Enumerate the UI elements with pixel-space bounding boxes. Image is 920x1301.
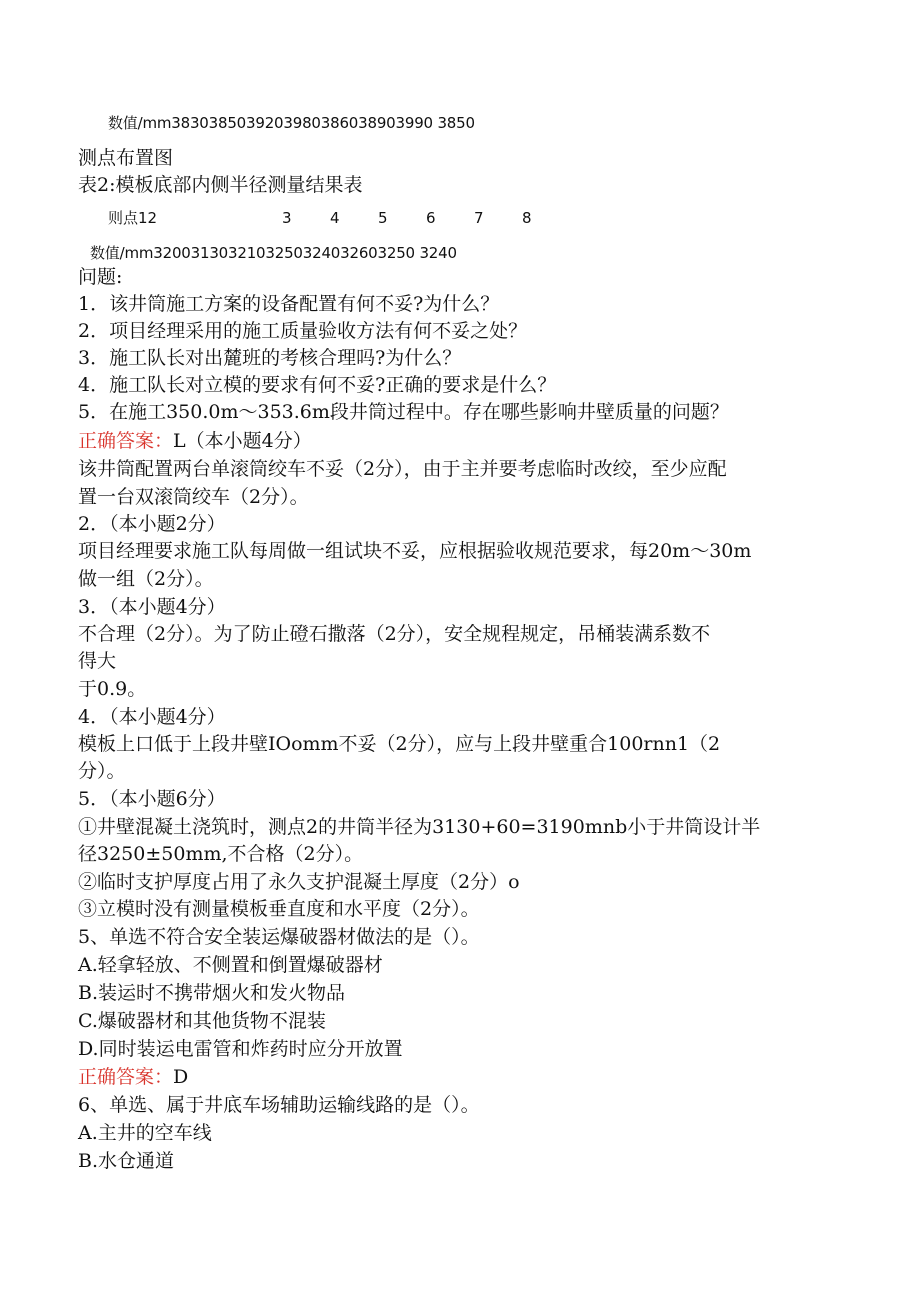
answer-line: 置一台双滚筒绞车（2分）。 [78,486,309,508]
option-b: B.水仓通道 [78,1150,175,1172]
answer-line: 做一组（2分）。 [78,568,214,590]
answer-line: ②临时支护厚度占用了永久支护混凝土厚度（2分）o [78,871,520,893]
questions-heading: 问题: [78,266,123,288]
table2-values-row: 数值/mm3200313032103250324032603250 3240 [90,244,457,262]
answer-value: D [173,1066,189,1088]
answer-line: 得大 [78,650,117,672]
answer-line: ①井壁混凝土浇筑时，测点2的井筒半径为3130+60=3190mnb小于井筒设计半 [78,816,761,838]
answer-line: 不合理（2分）。为了防止磴石撒落（2分），安全规程规定，吊桶装满系数不 [78,623,711,645]
answer-line: 项目经理要求施工队每周做一组试块不妥，应根据验收规范要求，每20m～30m [78,540,752,562]
question-5-stem: 5、单选不符合安全装运爆破器材做法的是（）。 [78,926,480,948]
table-header-cell: 4 [330,209,340,227]
answer-line: ③立模时没有测量模板垂直度和水平度（2分）。 [78,898,480,920]
table2-title: 表2:模板底部内侧半径测量结果表 [78,174,363,196]
question-item: 2．项目经理采用的施工质量验收方法有何不妥之处？ [78,320,528,342]
option-b: B.装运时不携带烟火和发火物品 [78,982,346,1004]
table-header-cell: 7 [474,209,484,227]
option-a: A.轻拿轻放、不侧置和倒置爆破器材 [78,954,383,976]
answer-line: 分）。 [78,760,126,782]
answer-line: 3．（本小题4分） [78,596,226,618]
table1-values-row: 数值/mm3830385039203980386038903990 3850 [108,114,475,132]
answer-line: 径3250±50mm,不合格（2分）。 [78,843,364,865]
table-header-cell: 3 [282,209,292,227]
answer-line: 4．（本小题4分） [78,706,226,728]
question-5-answer [78,1064,188,1091]
answer-header-rest: L（本小题4分） [173,430,312,452]
answer-label: 正确答案： [78,430,174,452]
question-6-stem: 6、单选、属于井底车场辅助运输线路的是（）。 [78,1094,480,1116]
answer-line: 2．（本小题2分） [78,513,226,535]
table-header-cell: 则点12 [108,209,158,227]
answer-header [78,428,312,455]
question-item: 4．施工队长对立模的要求有何不妥?正确的要求是什么？ [78,374,557,396]
table-header-cell: 6 [426,209,436,227]
answer-line: 该井筒配置两台单滚筒绞车不妥（2分），由于主并要考虑临时改绞，至少应配 [78,458,727,480]
answer-line: 于0.9。 [78,678,147,700]
table-header-cell: 5 [378,209,388,227]
option-a: A.主井的空车线 [78,1122,212,1144]
answer-label: 正确答案： [78,1066,174,1088]
question-item: 5．在施工350.0m～353.6m段井筒过程中。存在哪些影响井壁质量的问题？ [78,401,729,423]
question-item: 3．施工队长对出麓班的考核合理吗?为什么？ [78,347,462,369]
answer-line: 模板上口低于上段井壁IOomm不妥（2分），应与上段井壁重合100rnn1（2 [78,733,721,755]
table-header-cell: 8 [522,209,532,227]
question-item: 1．该井筒施工方案的设备配置有何不妥?为什么？ [78,293,500,315]
option-d: D.同时装运电雷管和炸药时应分开放置 [78,1038,403,1060]
figure-caption: 测点布置图 [78,147,174,169]
answer-line: 5．（本小题6分） [78,788,226,810]
option-c: C.爆破器材和其他货物不混装 [78,1010,326,1032]
